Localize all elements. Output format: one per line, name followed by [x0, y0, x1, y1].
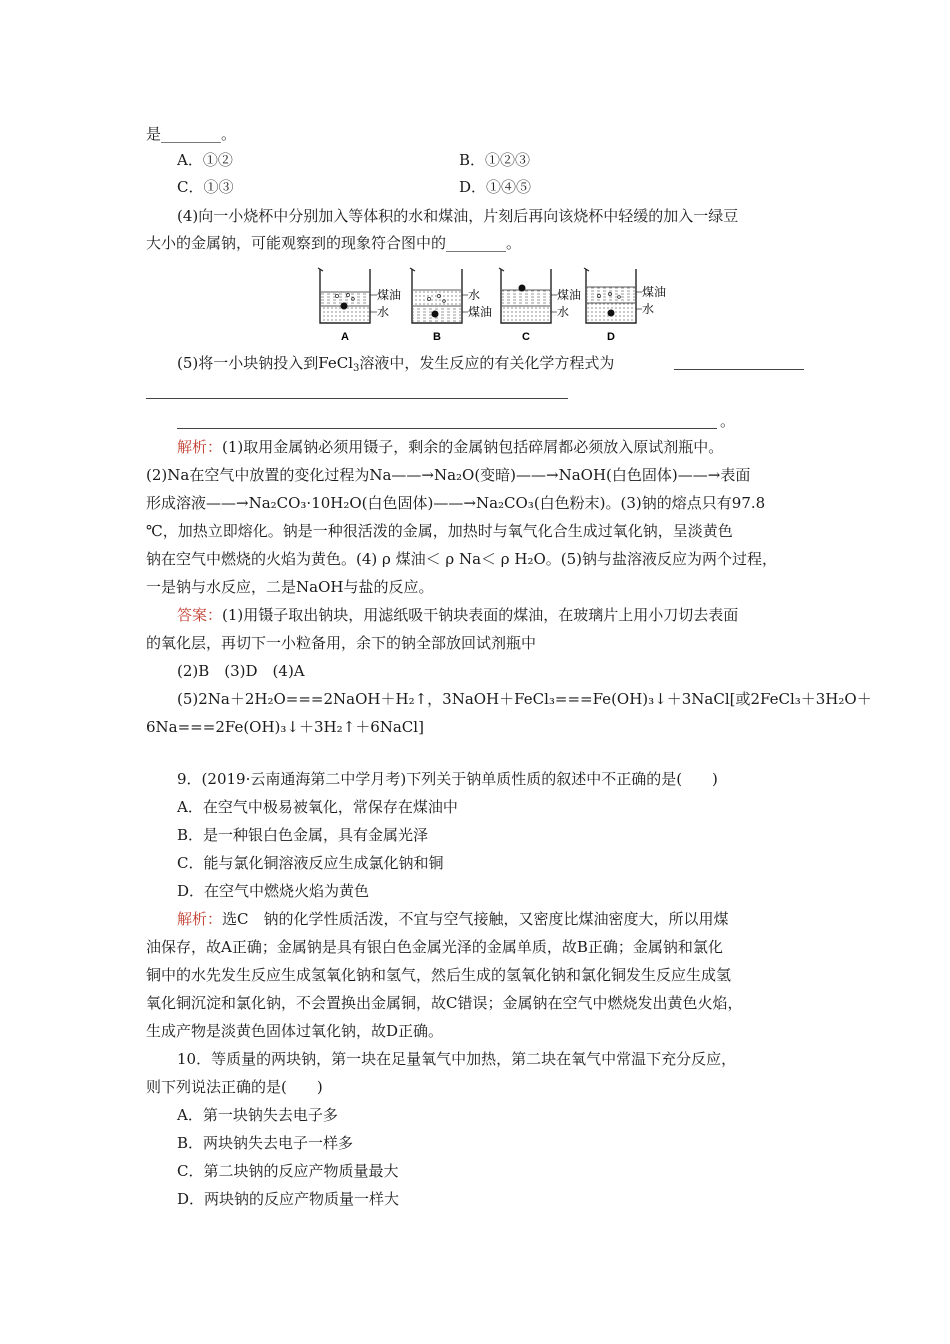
q8-5-line: (5)将一小块钠投入到FeCl$_3$溶液中，发生反应的有关化学方程式为 [177, 354, 615, 374]
beaker-c-oil-layer [502, 290, 550, 306]
beaker-a-label: A [341, 331, 349, 343]
q8-3-option-c: C．①③ [177, 178, 234, 196]
beaker-b [410, 268, 492, 343]
beaker-d-sodium [608, 310, 615, 317]
beaker-a-top-label: 煤油 [377, 288, 402, 302]
answer-label: 答案： [177, 606, 223, 624]
q9-option-d: D．在空气中燃烧火焰为黄色 [177, 882, 370, 900]
q10-stem-line2: 则下列说法正确的是( ) [146, 1078, 323, 1096]
beaker-d-top-label: 煤油 [642, 285, 667, 299]
beaker-c-bottom-label: 水 [557, 305, 570, 319]
analysis-label: 解析： [177, 910, 223, 928]
q9-analysis-line2: 油保存，故A正确；金属钠是具有银白色金属光泽的金属单质，故B正确；金属钠和氯化 [146, 938, 723, 956]
q8-5-end: 。 [720, 412, 736, 430]
q10-stem-line1: 10．等质量的两块钠，第一块在足量氧气中加热，第二块在氧气中常温下充分反应， [177, 1050, 737, 1068]
q8-stem-end: 是________。 [146, 125, 237, 143]
analysis-label: 解析： [177, 438, 223, 456]
beaker-b-water-layer [413, 290, 461, 306]
beaker-d [584, 268, 666, 343]
beaker-b-sodium [432, 311, 439, 318]
beaker-c-top-label: 煤油 [557, 288, 582, 302]
beaker-c [499, 268, 581, 343]
q8-answer-line3: (2)B (3)D (4)A [177, 662, 305, 680]
q8-4-line2: 大小的金属钠，可能观察到的现象符合图中的________。 [146, 234, 522, 252]
q9-option-c: C．能与氯化铜溶液反应生成氯化钠和铜 [177, 854, 444, 872]
beaker-c-label: C [522, 331, 530, 343]
q8-answer-line4: (5)2Na＋2H₂O===2NaOH＋H₂↑，3NaOH＋FeCl₃===Fe(OH)₃↓＋3NaCl[或2FeCl₃＋3H₂O＋ [177, 690, 872, 708]
q9-stem: 9．(2019·云南通海第二中学月考)下列关于钠单质性质的叙述中不正确的是( ) [177, 770, 718, 788]
q8-analysis-line4: ℃，加热立即熔化。钠是一种很活泼的金属，加热时与氧气化合生成过氧化钠，呈淡黄色 [146, 522, 733, 540]
q8-analysis-line1: 解析：(1)取用金属钠必须用镊子，剩余的金属钠包括碎屑都必须放入原试剂瓶中。 [177, 438, 724, 456]
beaker-b-label: B [433, 331, 441, 343]
beaker-c-sodium [519, 285, 526, 292]
q8-analysis-line2: (2)Na在空气中放置的变化过程为Na——→Na₂O(变暗)——→NaOH(白色固体)——→表面 [146, 466, 751, 484]
q9-analysis-line1: 解析：选C 钠的化学性质活泼，不宜与空气接触，又密度比煤油密度大，所以用煤 [177, 910, 729, 928]
q9-analysis-line3: 铜中的水先发生反应生成氢氧化钠和氢气，然后生成的氢氧化钠和氯化铜发生反应生成氢 [146, 966, 732, 984]
beakers-figure [315, 263, 675, 347]
beaker-d-bottom-label: 水 [642, 302, 655, 316]
q10-option-d: D．两块钠的反应产物质量一样大 [177, 1190, 400, 1208]
beaker-c-water-layer [502, 306, 550, 322]
q8-3-option-b: B．①②③ [459, 151, 531, 169]
q9-analysis-line5: 生成产物是淡黄色固体过氧化钠，故D正确。 [146, 1022, 444, 1040]
q8-3-option-d: D．①④⑤ [459, 178, 532, 196]
q8-analysis-line5: 钠在空气中燃烧的火焰为黄色。(4) ρ 煤油＜ ρ Na＜ ρ H₂O。(5)钠与盐溶液反应为两个过程， [146, 550, 778, 568]
beaker-a-sodium [341, 303, 348, 310]
q9-option-a: A．在空气中极易被氧化，常保存在煤油中 [177, 798, 458, 816]
beaker-a [318, 268, 401, 343]
q9-analysis-line4: 氧化铜沉淀和氯化钠，不会置换出金属铜，故C错误；金属钠在空气中燃烧发出黄色火焰， [146, 994, 743, 1012]
q8-5-blank-3 [177, 428, 717, 429]
q8-4-line1: (4)向一小烧杯中分别加入等体积的水和煤油，片刻后再向该烧杯中轻缓的加入一绿豆 [177, 207, 739, 225]
q10-option-b: B．两块钠失去电子一样多 [177, 1134, 354, 1152]
q10-option-c: C．第二块钠的反应产物质量最大 [177, 1162, 399, 1180]
q8-answer-line1: 答案：(1)用镊子取出钠块，用滤纸吸干钠块表面的煤油，在玻璃片上用小刀切去表面 [177, 606, 739, 624]
q8-analysis-line6: 一是钠与水反应，二是NaOH与盐的反应。 [146, 578, 434, 596]
beaker-d-label: D [607, 331, 615, 343]
q8-answer-line2: 的氧化层，再切下一小粒备用，余下的钠全部放回试剂瓶中 [146, 634, 537, 652]
q8-5-blank-2 [146, 398, 568, 399]
beaker-b-bottom-label: 煤油 [468, 305, 493, 319]
q8-5-blank-1 [674, 369, 804, 370]
beaker-a-bottom-label: 水 [377, 305, 390, 319]
q8-answer-line5: 6Na===2Fe(OH)₃↓＋3H₂↑＋6NaCl] [146, 718, 424, 736]
q8-3-option-a: A．①② [177, 151, 233, 169]
beaker-b-top-label: 水 [468, 288, 481, 302]
q10-option-a: A．第一块钠失去电子多 [177, 1106, 338, 1124]
q8-analysis-line3: 形成溶液——→Na₂CO₃·10H₂O(白色固体)——→Na₂CO₃(白色粉末)。(3)钠的熔点只有97.8 [146, 494, 766, 512]
q9-option-b: B．是一种银白色金属，具有金属光泽 [177, 826, 429, 844]
